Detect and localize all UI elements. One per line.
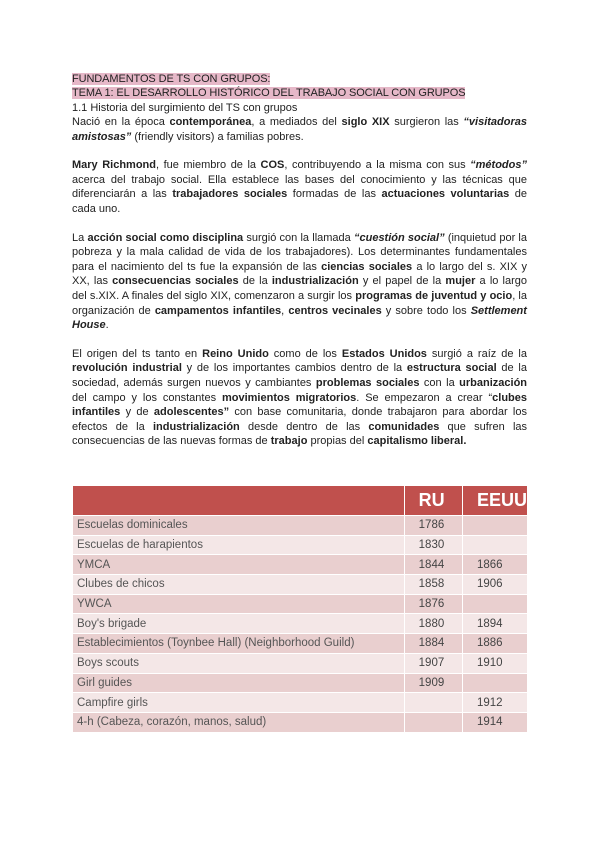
- text-run: Estados Unidos: [341, 347, 427, 360]
- text-run: acción social como disciplina: [87, 231, 244, 244]
- text-run: El origen del ts tanto en: [72, 347, 203, 360]
- institution-cell: Boy's brigade: [73, 614, 405, 634]
- text-run: como de los: [268, 347, 342, 360]
- header-cell-blank: [73, 486, 405, 516]
- ru-year-cell: 1844: [404, 555, 462, 575]
- paragraph-4: [72, 347, 527, 449]
- text-run: contemporánea: [169, 116, 252, 128]
- text-run: industrialización: [152, 420, 240, 433]
- text-run: consecuencias sociales: [112, 275, 239, 288]
- text-run: Nació en la época: [72, 116, 170, 128]
- text-run: a lo largo del s. XIX y XX, las: [72, 260, 528, 288]
- text-run: capitalismo liberal.: [367, 435, 467, 448]
- text-run: desde dentro de las: [239, 420, 369, 433]
- text-run: movimientos migratorios: [221, 391, 357, 404]
- text-run: clubes infantiles: [72, 391, 527, 419]
- text-run: que sufren las consecuencias de las nuevas formas de: [72, 420, 528, 448]
- text-run: de la sociedad, además surgen nuevos y cambiantes: [72, 362, 527, 389]
- table-row: [73, 594, 528, 614]
- institution-cell: Escuelas de harapientos: [73, 535, 405, 555]
- ru-year-cell: 1884: [404, 634, 462, 654]
- text-run: y sobre todo los: [381, 304, 471, 317]
- text-run: actuaciones voluntarias: [381, 188, 510, 201]
- text-run: trabajadores sociales: [172, 188, 288, 201]
- text-run: con la: [419, 376, 460, 389]
- text-run: . Se empezaron a crear “: [356, 391, 493, 404]
- text-run: , fue miembro de la: [155, 159, 261, 172]
- text-run: surgió a raíz de la: [426, 347, 527, 360]
- table-row: [73, 634, 528, 654]
- text-run: y de los importantes cambios dentro de la: [181, 362, 407, 375]
- eeuu-year-cell: [462, 535, 527, 555]
- text-run: mujer: [445, 275, 476, 288]
- text-run: , a mediados del: [251, 116, 342, 128]
- text-run: , contribuyendo a la misma con sus: [284, 159, 471, 172]
- table-row: [73, 535, 528, 555]
- text-run: de cada uno.: [72, 188, 527, 215]
- text-run: COS: [260, 159, 285, 172]
- course-title-text: FUNDAMENTOS DE TS CON GRUPOS:: [72, 73, 271, 85]
- text-run: “cuestión social”: [353, 231, 445, 244]
- text-run: trabajo: [270, 435, 308, 448]
- table-row: [73, 673, 528, 693]
- ru-year-cell: 1858: [404, 575, 462, 595]
- eeuu-year-cell: 1910: [462, 653, 527, 673]
- text-run: problemas sociales: [315, 376, 420, 389]
- table-row: [73, 516, 528, 536]
- text-run: (friendly visitors) a familias pobres.: [131, 130, 304, 143]
- institution-cell: Campfire girls: [73, 693, 405, 713]
- text-run: a lo largo del s.XIX. A finales del siglo XIX, comenzaron a surgir los: [72, 275, 528, 302]
- eeuu-year-cell: 1906: [462, 575, 527, 595]
- text-run: adolescentes”: [153, 406, 230, 419]
- text-run: campamentos infantiles: [154, 304, 282, 317]
- text-run: revolución industrial: [72, 362, 182, 375]
- text-run: propias del: [307, 435, 368, 448]
- table-body: [73, 516, 528, 733]
- eeuu-year-cell: [462, 516, 527, 536]
- institution-cell: Boys scouts: [73, 653, 405, 673]
- institution-cell: Girl guides: [73, 673, 405, 693]
- course-title: [72, 72, 527, 86]
- text-run: del campo y los constantes: [72, 391, 222, 404]
- institution-cell: Escuelas dominicales: [73, 516, 405, 536]
- eeuu-year-cell: 1886: [462, 634, 527, 654]
- table-row: [73, 693, 528, 713]
- eeuu-year-cell: [462, 673, 527, 693]
- ru-year-cell: 1907: [404, 653, 462, 673]
- institution-cell: Establecimientos (Toynbee Hall) (Neighborhood Guild): [73, 634, 405, 654]
- text-run: programas de juventud y ocio: [355, 289, 513, 302]
- paragraph-2: [72, 158, 527, 216]
- ru-year-cell: 1830: [404, 535, 462, 555]
- text-run: acerca del trabajo social. Ella establece las bases del conocimiento y las técnicas que diferenciarán a las: [72, 173, 527, 201]
- table-row: [73, 555, 528, 575]
- document-body: [72, 72, 527, 449]
- section-heading: 1.1 Historia del surgimiento del TS con grupos: [72, 102, 298, 114]
- eeuu-year-cell: [462, 594, 527, 614]
- text-run: Reino Unido: [202, 347, 269, 360]
- text-run: surgieron las: [389, 116, 464, 128]
- text-run: y de: [120, 406, 154, 419]
- text-run: siglo XIX: [341, 116, 390, 128]
- text-run: , la organización de: [72, 289, 527, 317]
- text-run: estructura social: [406, 362, 497, 375]
- text-run: La: [72, 231, 88, 244]
- text-run: (inquietud por la pobreza y la mala calidad de vida de los trabajadores). Los determinantes fundamentales para el nacimiento del ts fue la expansión de las: [72, 231, 527, 273]
- topic-title-text: TEMA 1: EL DESARROLLO HISTÓRICO DEL TRABAJO SOCIAL CON GRUPOS: [72, 87, 466, 99]
- header-cell-eeuu: EEUU: [462, 486, 527, 516]
- text-run: centros vecinales: [288, 304, 382, 317]
- ru-year-cell: 1786: [404, 516, 462, 536]
- text-run: ciencias sociales: [321, 260, 413, 273]
- ru-year-cell: [404, 693, 462, 713]
- eeuu-year-cell: 1866: [462, 555, 527, 575]
- text-run: comunidades: [368, 420, 440, 433]
- text-run: y el papel de la: [358, 275, 446, 288]
- text-run: de la: [238, 275, 272, 288]
- text-run: surgió con la llamada: [243, 231, 354, 244]
- topic-title: [72, 86, 527, 100]
- text-run: .: [105, 319, 109, 332]
- text-run: formadas de las: [287, 188, 382, 201]
- text-run: ,: [281, 304, 289, 317]
- paragraph-3: [72, 231, 527, 333]
- table-header-row: [73, 486, 528, 516]
- table-row: [73, 614, 528, 634]
- text-run: “visitadoras amistosas”: [72, 116, 527, 143]
- institution-cell: YWCA: [73, 594, 405, 614]
- table-row: [73, 712, 528, 732]
- text-run: “métodos”: [470, 159, 527, 172]
- table-row: [73, 575, 528, 595]
- eeuu-year-cell: 1912: [462, 693, 527, 713]
- ru-year-cell: 1909: [404, 673, 462, 693]
- header-cell-ru: RU: [404, 486, 462, 516]
- text-run: Mary Richmond: [72, 159, 156, 172]
- text-run: Settlement House: [72, 304, 527, 332]
- table-row: [73, 653, 528, 673]
- text-run: industrialización: [271, 275, 359, 288]
- institution-cell: Clubes de chicos: [73, 575, 405, 595]
- history-table: [72, 485, 528, 733]
- ru-year-cell: 1876: [404, 594, 462, 614]
- eeuu-year-cell: 1894: [462, 614, 527, 634]
- institution-cell: YMCA: [73, 555, 405, 575]
- institution-cell: 4-h (Cabeza, corazón, manos, salud): [73, 712, 405, 732]
- ru-year-cell: [404, 712, 462, 732]
- paragraph-1: [72, 115, 527, 144]
- ru-year-cell: 1880: [404, 614, 462, 634]
- text-run: con base comunitaria, donde trabajaron para abordar los efectos de la: [72, 406, 527, 433]
- text-run: urbanización: [459, 376, 528, 389]
- eeuu-year-cell: 1914: [462, 712, 527, 732]
